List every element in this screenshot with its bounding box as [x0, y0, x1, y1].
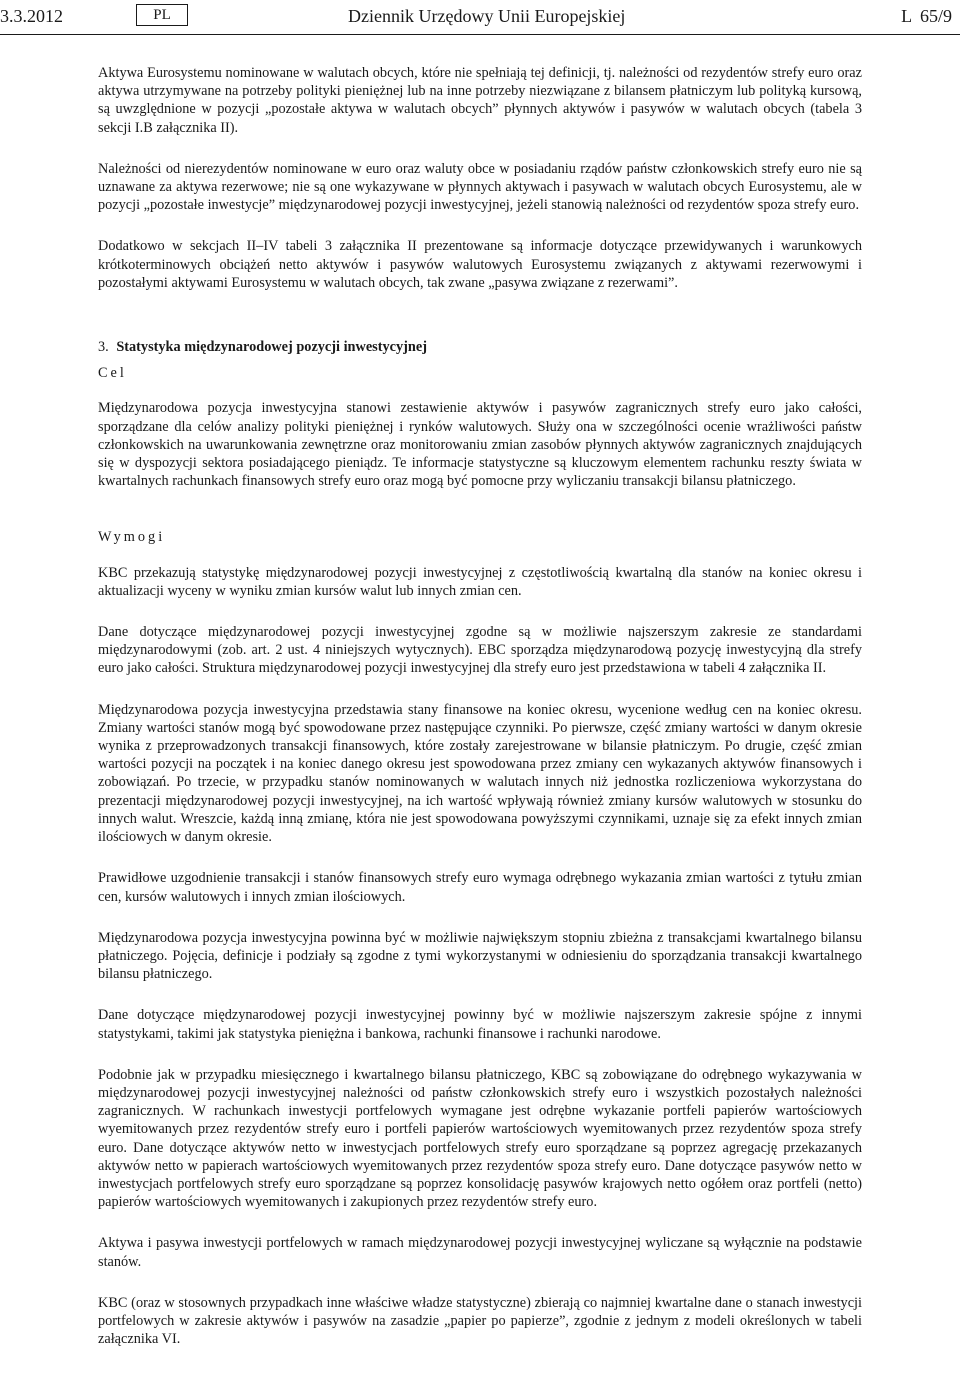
paragraph: Aktywa Eurosystemu nominowane w walutach obcych, które nie spełniają tej definicji, tj. należności od rezydentów strefy euro oraz aktywa utrzymywane na potrzeby polityki pieniężnej lub na inne potrzeby niezwiązane z bilansem płatniczym lub polityką kursową, są uwzględnione w pozycji „pozostałe aktywa w walutach obcych” płynnych aktywów i pasywów w walutach obcych (tabela 3 sekcji I.B załącznika II).	[98, 65, 862, 136]
page-header	[0, 4, 960, 32]
paragraph: Podobnie jak w przypadku miesięcznego i kwartalnego bilansu płatniczego, KBC są zobowiązane do odrębnego wykazywania w międzynarodowej pozycji inwestycyjnej należności od państw członkowskich strefy euro i wszystkich pozostałych należności zagranicznych. W rachunkach inwestycji portfelowych wymagane jest odrębne wykazanie portfeli papierów wartościowych wyemitowanych przez rezydentów strefy euro i portfeli papierów wartościowych wyemitowanych przez rezydentów spoza strefy euro. Dane dotyczące aktywów netto w inwestycjach portfelowych strefy euro sporządzane są poprzez agregację przekazanych aktywów netto w papierach wartościowych wyemitowanych przez rezydentów spoza strefy euro. Dane dotyczące pasywów netto w inwestycjach portfelowych strefy euro sporządzane są poprzez konsolidację pasywów krajowych netto ogółem oraz portfeli (netto) papierów wartościowych wyemitowanych i zakupionych przez rezydentów strefy euro.	[98, 1066, 862, 1211]
paragraph: Międzynarodowa pozycja inwestycyjna stanowi zestawienie aktywów i pasywów zagranicznych strefy euro jako całości, sporządzane dla celów analizy polityki pieniężnej i rynków walutowych. Służy ona w szczególności ocenie wrażliwości państw członkowskich na uwarunkowania zewnętrzne oraz monitorowaniu zmian zasobów płynnych aktywów zagranicznych znajdujących się w dyspozycji sektora posiadającego pieniądz. Te informacje statystyczne są kluczowym elementem rachunku reszty świata w kwartalnych rachunkach finansowych strefy euro oraz mogą być pomocne przy wyliczaniu transakcji bilansu płatniczego.	[98, 400, 862, 490]
paragraph: Dodatkowo w sekcjach II–IV tabeli 3 załącznika II prezentowane są informacje dotyczące przewidywanych i warunkowych krótkoterminowych obciążeń netto aktywów i pasywów walutowych Eurosystemu związanych z aktywami rezerwowymi i pozostałymi aktywami Eurosystemu w walutach obcych, tak zwane „pasywa związane z rezerwami”.	[98, 238, 862, 291]
section-title: Statystyka międzynarodowej pozycji inwestycyjnej	[116, 339, 427, 356]
document-body	[98, 64, 862, 1348]
language-box: PL	[136, 4, 188, 26]
paragraph: Międzynarodowa pozycja inwestycyjna przedstawia stany finansowe na koniec okresu, wycenione według cen na koniec okresu. Zmiany wartości stanów mogą być spowodowane przez następujące czynniki. Po pierwsze, część zmiany wartości w danym okresie wynika z przeprowadzonych transakcji finansowych, które zostały zarejestrowane w bilansie płatniczym. Po drugie, część zmian wartości pozycji na początek i na koniec danego okresu jest spowodowana przez zmiany cen wykazanych aktywów finansowych i zobowiązań. Po trzecie, w przypadku stanów nominowanych w walutach innych niż jednostka rozliczeniowa wykorzystana do prezentacji międzynarodowej pozycji inwestycyjnej, na ich wartość wpływają również zmiany kursów walutowych w stosunku do innych walut. Wreszcie, każdą inną zmianę, która nie jest spowodowana powyższymi czynnikami, uznaje się za efekt innych zmian ilościowych w danym okresie.	[98, 701, 862, 846]
publication-date: 3.3.2012	[0, 6, 63, 26]
paragraph: Dane dotyczące międzynarodowej pozycji inwestycyjnej zgodne są w możliwie najszerszym zakresie ze standardami międzynarodowymi (zob. art. 2 ust. 4 niniejszych wytycznych). EBC sporządza międzynarodową pozycję inwestycyjną dla strefy euro jako całości. Struktura międzynarodowej pozycji inwestycyjnej dla strefy euro jest przedstawiona w tabeli 4 załącznika II.	[98, 624, 862, 677]
subheading-wymogi: Wymogi	[98, 529, 166, 546]
paragraph: Dane dotyczące międzynarodowej pozycji inwestycyjnej powinny być w możliwie najszerszym zakresie spójne z innymi statystykami, takimi jak statystyka pieniężna i bankowa, rachunki finansowe i rachunki narodowe.	[98, 1007, 862, 1042]
paragraph: Prawidłowe uzgodnienie transakcji i stanów finansowych strefy euro wymaga odrębnego wykazania zmian wartości z tytułu zmian cen, kursów walutowych i innych zmian ilościowych.	[98, 870, 862, 905]
paragraph: Należności od nierezydentów nominowane w euro oraz waluty obce w posiadaniu rządów państw członkowskich strefy euro nie są uznawane za aktywa rezerwowe; nie są one wykazywane w płynnych aktywach i pasywach w walutach obcych Eurosystemu, ale w pozycji „pozostałe inwestycje” międzynarodowej pozycji inwestycyjnej, jeżeli stanowią należności od rezydentów spoza strefy euro.	[98, 160, 862, 214]
section-number: 3.	[98, 339, 109, 356]
journal-title: Dziennik Urzędowy Unii Europejskiej	[348, 6, 626, 26]
subheading-cel: Cel	[98, 365, 127, 382]
paragraph: Aktywa i pasywa inwestycji portfelowych w ramach międzynarodowej pozycji inwestycyjnej wyliczane są wyłącznie na podstawie stanów.	[98, 1235, 862, 1270]
paragraph: Międzynarodowa pozycja inwestycyjna powinna być w możliwie największym stopniu zbieżna z transakcjami kwartalnego bilansu płatniczego. Pojęcia, definicje i podziały są zgodne z tymi wykorzystanymi w odniesieniu do sporządzania transakcji kwartalnego bilansu płatniczego.	[98, 929, 862, 983]
header-rule	[0, 34, 960, 35]
page-number: L 65/9	[901, 6, 952, 26]
paragraph: KBC (oraz w stosownych przypadkach inne właściwe władze statystyczne) zbierają co najmniej kwartalne dane o stanach inwestycji portfelowych w zakresie aktywów i pasywów na zasadzie „papier po papierze”, zgodnie z jednym z modeli określonych w tabeli załącznika VI.	[98, 1294, 862, 1348]
section-heading	[98, 338, 862, 356]
paragraph: KBC przekazują statystykę międzynarodowej pozycji inwestycyjnej z częstotliwością kwartalną dla stanów na koniec okresu i aktualizacji wyceny w wyniku zmian kursów walut lub innych zmian cen.	[98, 564, 862, 599]
